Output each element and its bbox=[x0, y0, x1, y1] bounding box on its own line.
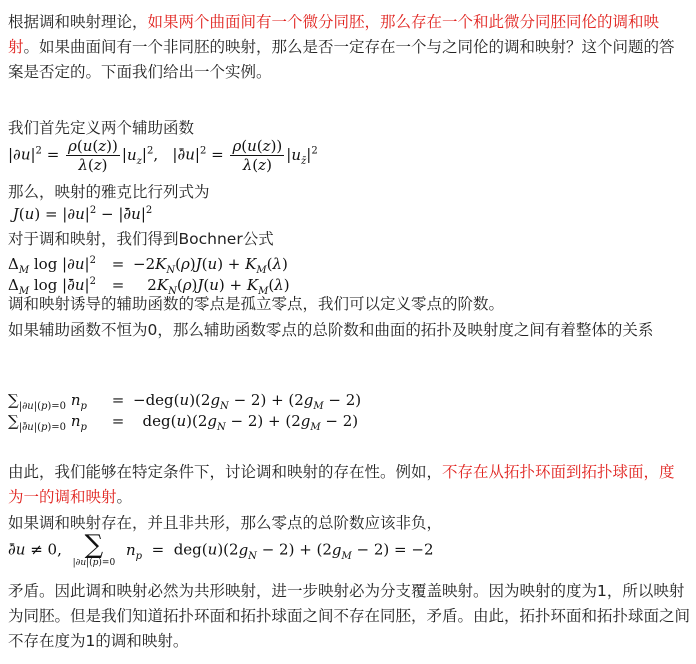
contradiction-formula: ∂̄u ≠ 0, ∑ |∂u|(p)=0 $n_p = deg(u)(2g_N - 2) + (2g_M - 2) = -2$ bbox=[8, 530, 434, 568]
bochner-formula: $\Delta_M$ $\log |\partial u|^2 = -2K_N(\rho)J(u) + K_M(\lambda)$ $\Delta_M$ $\log |\partial̄u|^2 = 2K_N(\rho)J(u) + K_M(\lambda)$ bbox=[8, 255, 290, 297]
intro-paragraph bbox=[8, 10, 690, 85]
aux-function-formula: $|\partial u|^2$ = $\frac{\rho(u(z))}{\lambda(z)}$ $|u_z|^2$, $|\partial̄u|^2$ = $\frac{\rho(u(z))}{\lambda(z)}$ $|u_{z̄}|^2$ bbox=[8, 137, 318, 174]
jacobian-intro: 那么，映射的雅克比行列式为 bbox=[8, 183, 210, 201]
intro-text-2: 。如果曲面间有一个非同胚的映射，那么是否一定存在一个与之同伦的调和映射？这个问题的答案是否定的。下面我们给出一个实例。 bbox=[8, 38, 675, 81]
existence-text-end: 。 bbox=[116, 488, 133, 506]
degree-formula: $\sum_{|\partial u|(p)=0}$ $n_p = -deg(u)(2g_N - 2) + (2g_M - 2)$ $\sum_{|\partial̄u|(p)=0}$ $n_p = deg(u)(2g_N - 2) + (2g_M - 2)$ bbox=[8, 391, 362, 433]
bochner-intro: 对于调和映射，我们得到Bochner公式 bbox=[8, 230, 274, 248]
nonconformal-text: 如果调和映射存在，并且非共形，那么零点的总阶数应该非负， bbox=[8, 514, 443, 532]
highlight-theorem: 如果两个曲面间有一个微分同胚，那么存在一个和此微分同胚同伦的调和映射 bbox=[8, 13, 660, 56]
existence-text: 由此，我们能够在特定条件下，讨论调和映射的存在性。例如， bbox=[8, 463, 443, 481]
highlight-nonexistence: 不存在从拓扑环面到拓扑球面，度为一的调和映射 bbox=[8, 463, 675, 506]
zero-order-text: 调和映射诱导的辅助函数的零点是孤立零点，我们可以定义零点的阶数。 bbox=[8, 295, 505, 313]
conclusion-paragraph: 矛盾。因此调和映射必然为共形映射，进一步映射必为分支覆盖映射。因为映射的度为1，所以映射为同胚。但是我们知道拓扑环面和拓扑球面之间不存在同胚，矛盾。由此，拓扑环面和拓扑球面之间不存在度为1的调和映射。 bbox=[8, 582, 691, 650]
jacobian-formula: $J(u) = |\partial u|^2$ − $|\partial̄u|^2$ bbox=[12, 205, 153, 223]
intro-text: 根据调和映射理论， bbox=[8, 13, 148, 31]
existence-paragraph bbox=[8, 460, 690, 510]
aux-intro: 我们首先定义两个辅助函数 bbox=[8, 119, 195, 137]
global-relation-text: 如果辅助函数不恒为0，那么辅助函数零点的总阶数和曲面的拓扑及映射度之间有着整体的关系 bbox=[8, 321, 654, 339]
